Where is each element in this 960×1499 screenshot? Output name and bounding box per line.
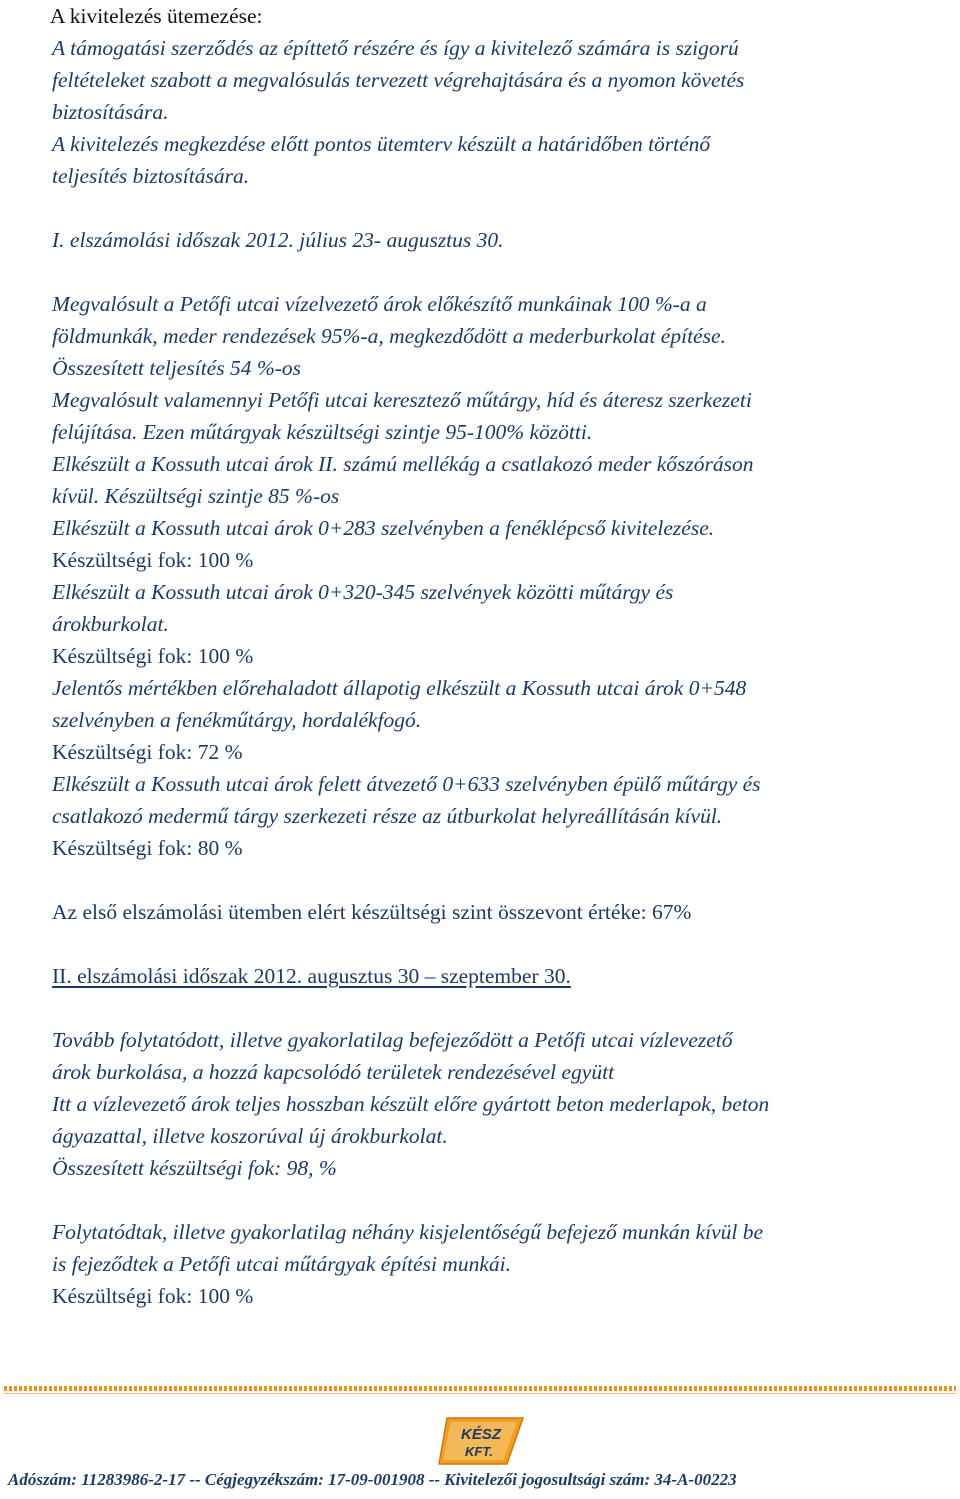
- completion-level: Készültségi fok: 100 %: [52, 644, 254, 668]
- text-line: Megvalósult valamennyi Petőfi utcai keresztező műtárgy, híd és áteresz szerkezeti: [52, 388, 752, 412]
- text-line: Elkészült a Kossuth utcai árok 0+320-345 szelvények közötti műtárgy és: [52, 580, 674, 604]
- text-line: Jelentős mértékben előrehaladott állapotig elkészült a Kossuth utcai árok 0+548: [52, 676, 747, 700]
- footer-divider: [4, 1386, 956, 1391]
- text-line: csatlakozó medermű tárgy szerkezeti része az útburkolat helyreállításán kívül.: [52, 804, 723, 828]
- section-heading: A kivitelezés ütemezése:: [50, 4, 263, 28]
- logo-text-top: KÉSZ: [460, 1426, 502, 1443]
- text-line: felújítása. Ezen műtárgyak készültségi szintje 95-100% közötti.: [52, 420, 593, 444]
- text-line: Elkészült a Kossuth utcai árok felett átvezető 0+633 szelvényben épülő műtárgy és: [52, 772, 761, 796]
- text-line: teljesítés biztosítására.: [52, 164, 250, 188]
- text-line: kívül. Készültségi szintje 85 %-os: [52, 484, 340, 508]
- completion-level: Készültségi fok: 100 %: [52, 1284, 254, 1308]
- footer-registration-info: Adószám: 11283986-2-17 -- Cégjegyzékszám: 17-09-001908 -- Kivitelezői jogosultsági szám: 34-A-00223: [8, 1470, 737, 1489]
- completion-level: Készültségi fok: 80 %: [52, 836, 243, 860]
- completion-level: Készültségi fok: 72 %: [52, 740, 243, 764]
- footer-divider-line: [4, 1393, 956, 1394]
- completion-level: Készültségi fok: 100 %: [52, 548, 254, 572]
- completion-level: Összesített készültségi fok: 98, %: [52, 1156, 337, 1180]
- summary-line: Az első elszámolási ütemben elért készültségi szint összevont értéke: 67%: [52, 900, 692, 924]
- text-line: Megvalósult a Petőfi utcai vízelvezető árok előkészítő munkáinak 100 %-a a: [52, 292, 707, 316]
- logo-text-bottom: KFT.: [465, 1444, 493, 1459]
- text-line: árokburkolat.: [52, 612, 169, 636]
- text-line: Tovább folytatódott, illetve gyakorlatilag befejeződött a Petőfi utcai vízlevezető: [52, 1028, 733, 1052]
- text-line: biztosítására.: [52, 100, 169, 124]
- text-line: A támogatási szerződés az építtető részére és így a kivitelező számára is szigorú: [52, 36, 739, 60]
- text-line: árok burkolása, a hozzá kapcsolódó területek rendezésével együtt: [52, 1060, 615, 1084]
- text-line: A kivitelezés megkezdése előtt pontos ütemterv készült a határidőben történő: [52, 132, 711, 156]
- text-line: szelvényben a fenékműtárgy, hordalékfogó.: [52, 708, 422, 732]
- text-line: földmunkák, meder rendezések 95%-a, megkezdődött a mederburkolat építése.: [52, 324, 726, 348]
- text-line: Elkészült a Kossuth utcai árok II. számú mellékág a csatlakozó meder kőszóráson: [52, 452, 754, 476]
- period-heading-2: II. elszámolási időszak 2012. augusztus 30 – szeptember 30.: [52, 964, 571, 988]
- text-line: Folytatódtak, illetve gyakorlatilag néhány kisjelentőségű befejező munkán kívül be: [52, 1220, 764, 1244]
- text-line: ágyazattal, illetve koszorúval új árokburkolat.: [52, 1124, 448, 1148]
- text-line: Elkészült a Kossuth utcai árok 0+283 szelvényben a fenéklépcső kivitelezése.: [52, 516, 715, 540]
- company-logo: [437, 1412, 525, 1468]
- period-heading-1: I. elszámolási időszak 2012. július 23- augusztus 30.: [52, 228, 504, 252]
- text-line: Itt a vízlevezető árok teljes hosszban készült előre gyártott beton mederlapok, beton: [52, 1092, 770, 1116]
- text-line: is fejeződtek a Petőfi utcai műtárgyak építési munkái.: [52, 1252, 511, 1276]
- text-line: feltételeket szabott a megvalósulás tervezett végrehajtására és a nyomon követés: [52, 68, 745, 92]
- text-line: Összesített teljesítés 54 %-os: [52, 356, 302, 380]
